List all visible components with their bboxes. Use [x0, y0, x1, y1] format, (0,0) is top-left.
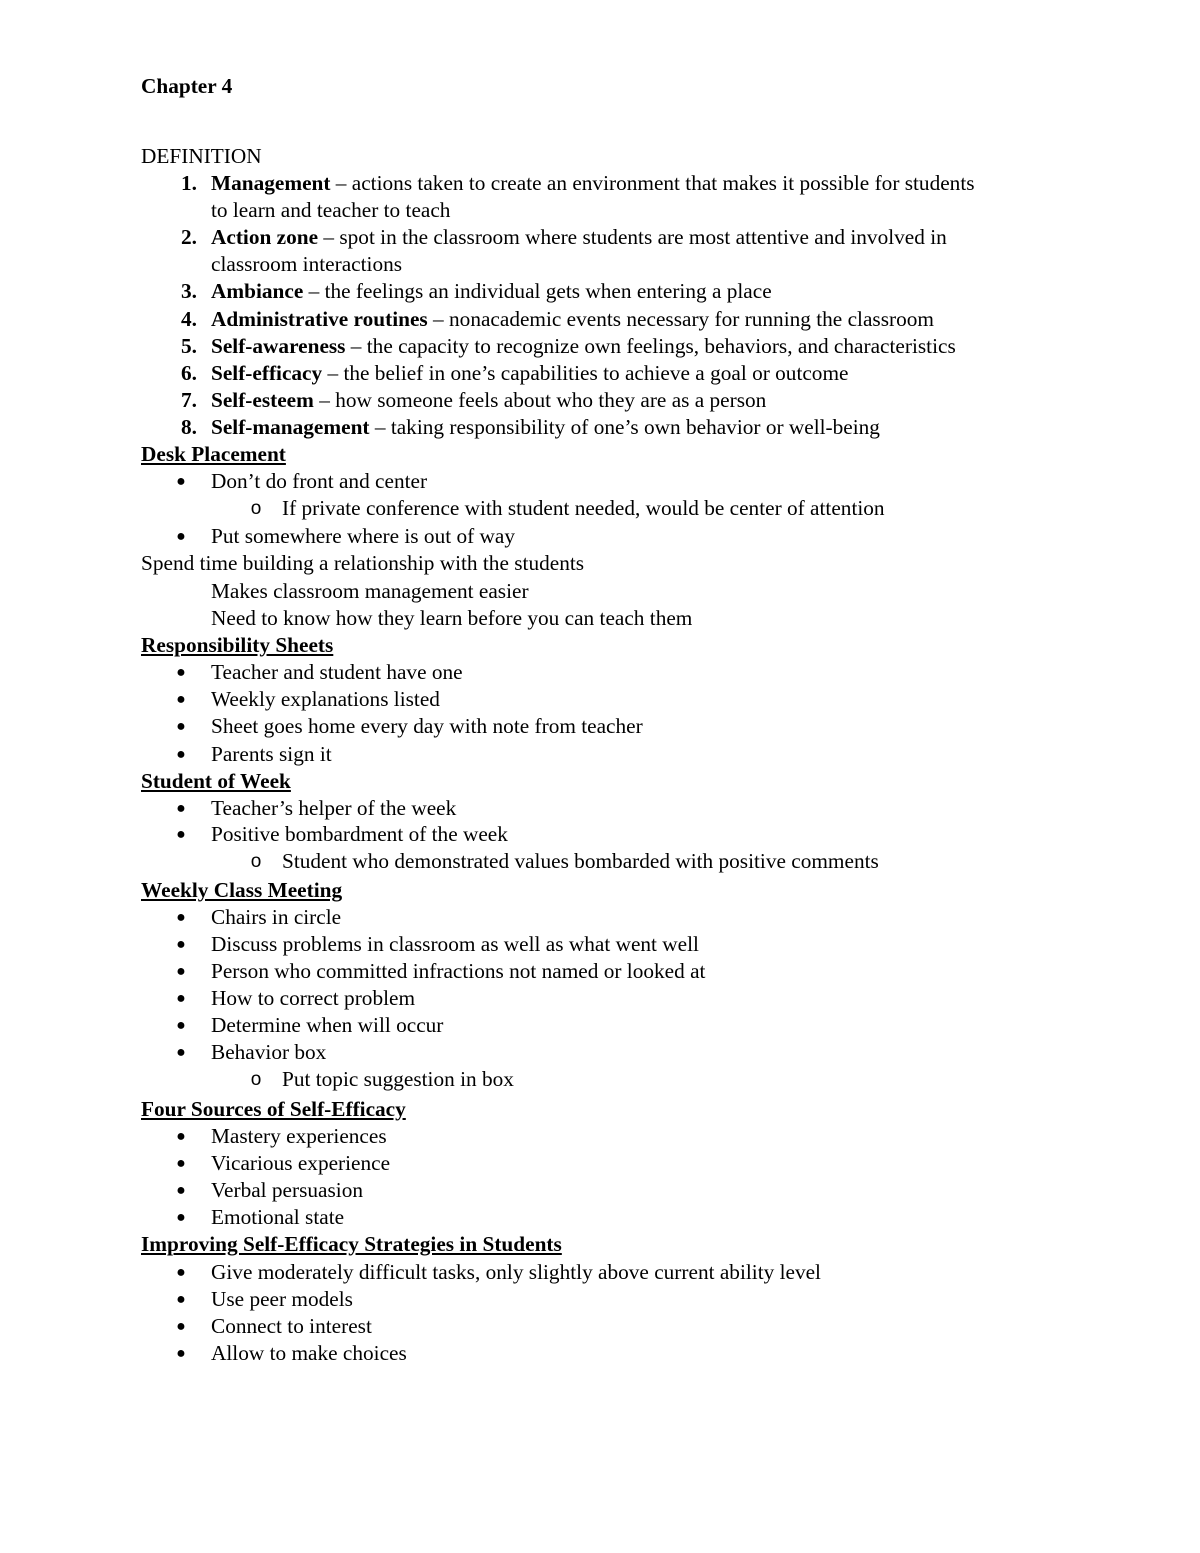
list-item: Emotional state	[211, 1205, 345, 1229]
bullet-icon: ●	[176, 826, 186, 843]
list-item: Weekly explanations listed	[211, 687, 440, 711]
definition-term: Self-management	[211, 415, 370, 439]
bullet-icon: ●	[176, 1017, 186, 1034]
definition-term: Self-esteem	[211, 388, 314, 412]
section-heading-strategies: Improving Self-Efficacy Strategies in Students	[141, 1232, 562, 1256]
definition-text: – the feelings an individual gets when entering a place	[303, 279, 772, 303]
list-item: Teacher and student have one	[211, 660, 463, 684]
definition-term: Action zone	[211, 225, 319, 249]
bullet-icon: ●	[176, 746, 186, 763]
definition-term: Administrative routines	[211, 307, 428, 331]
definition-text-cont: classroom interactions	[211, 252, 403, 276]
relationship-detail: Makes classroom management easier	[211, 579, 529, 603]
list-number: 8.	[181, 415, 197, 439]
bullet-icon: ●	[176, 1209, 186, 1226]
section-heading-desk: Desk Placement	[141, 442, 286, 466]
definition-text: – taking responsibility of one’s own behavior or well-being	[369, 415, 880, 439]
list-number: 5.	[181, 334, 197, 358]
definition-text: – the capacity to recognize own feelings, behaviors, and characteristics	[345, 334, 956, 358]
bullet-icon: ●	[176, 909, 186, 926]
sub-bullet-icon: o	[250, 498, 262, 519]
list-number: 6.	[181, 361, 197, 385]
relationship-line: Spend time building a relationship with the students	[141, 551, 585, 575]
list-item: Connect to interest	[211, 1314, 372, 1338]
definition-term: Ambiance	[211, 279, 304, 303]
list-number: 4.	[181, 307, 197, 331]
definition-text-cont: to learn and teacher to teach	[211, 198, 451, 222]
section-heading-meeting: Weekly Class Meeting	[141, 878, 343, 902]
list-item: Verbal persuasion	[211, 1178, 363, 1202]
definition-text: – nonacademic events necessary for running the classroom	[427, 307, 934, 331]
definition-text: – actions taken to create an environment that makes it possible for students	[330, 171, 975, 195]
bullet-icon: ●	[176, 664, 186, 681]
definition-term: Self-awareness	[211, 334, 346, 358]
list-number: 2.	[181, 225, 197, 249]
list-item: Teacher’s helper of the week	[211, 796, 457, 820]
bullet-icon: ●	[176, 1128, 186, 1145]
list-item: Discuss problems in classroom as well as what went well	[211, 932, 699, 956]
definition-term: Self-efficacy	[211, 361, 323, 385]
list-item: Person who committed infractions not named or looked at	[211, 959, 706, 983]
sub-list-item: If private conference with student needed, would be center of attention	[282, 496, 885, 520]
definition-term: Management	[211, 171, 331, 195]
list-number: 1.	[181, 171, 197, 195]
bullet-icon: ●	[176, 1318, 186, 1335]
list-item: Don’t do front and center	[211, 469, 428, 493]
definition-heading: DEFINITION	[141, 144, 262, 168]
bullet-icon: ●	[176, 718, 186, 735]
bullet-icon: ●	[176, 1182, 186, 1199]
sub-bullet-icon: o	[250, 851, 262, 872]
list-item: Sheet goes home every day with note from teacher	[211, 714, 643, 738]
list-item: Determine when will occur	[211, 1013, 444, 1037]
list-item: Chairs in circle	[211, 905, 342, 929]
bullet-icon: ●	[176, 528, 186, 545]
bullet-icon: ●	[176, 1291, 186, 1308]
list-item: Use peer models	[211, 1287, 353, 1311]
sub-list-item: Student who demonstrated values bombarded with positive comments	[282, 849, 879, 873]
bullet-icon: ●	[176, 800, 186, 817]
chapter-title: Chapter 4	[141, 74, 233, 98]
bullet-icon: ●	[176, 473, 186, 490]
bullet-icon: ●	[176, 1155, 186, 1172]
list-item: Positive bombardment of the week	[211, 822, 508, 846]
list-item: Put somewhere where is out of way	[211, 524, 516, 548]
list-number: 3.	[181, 279, 197, 303]
sub-bullet-icon: o	[250, 1069, 262, 1090]
definition-text: – spot in the classroom where students are most attentive and involved in	[318, 225, 947, 249]
list-item: Give moderately difficult tasks, only slightly above current ability level	[211, 1260, 821, 1284]
section-heading-student-week: Student of Week	[141, 769, 291, 793]
bullet-icon: ●	[176, 963, 186, 980]
bullet-icon: ●	[176, 936, 186, 953]
definition-text: – how someone feels about who they are as a person	[313, 388, 767, 412]
list-item: Behavior box	[211, 1040, 327, 1064]
relationship-detail: Need to know how they learn before you can teach them	[211, 606, 693, 630]
sub-list-item: Put topic suggestion in box	[282, 1067, 514, 1091]
section-heading-sources: Four Sources of Self-Efficacy	[141, 1097, 406, 1121]
list-item: Parents sign it	[211, 742, 332, 766]
bullet-icon: ●	[176, 1044, 186, 1061]
list-item: Vicarious experience	[211, 1151, 391, 1175]
list-item: How to correct problem	[211, 986, 416, 1010]
bullet-icon: ●	[176, 1345, 186, 1362]
list-item: Allow to make choices	[211, 1341, 407, 1365]
definition-text: – the belief in one’s capabilities to achieve a goal or outcome	[322, 361, 849, 385]
list-item: Mastery experiences	[211, 1124, 387, 1148]
list-number: 7.	[181, 388, 197, 412]
bullet-icon: ●	[176, 990, 186, 1007]
bullet-icon: ●	[176, 691, 186, 708]
section-heading-responsibility: Responsibility Sheets	[141, 633, 334, 657]
bullet-icon: ●	[176, 1264, 186, 1281]
